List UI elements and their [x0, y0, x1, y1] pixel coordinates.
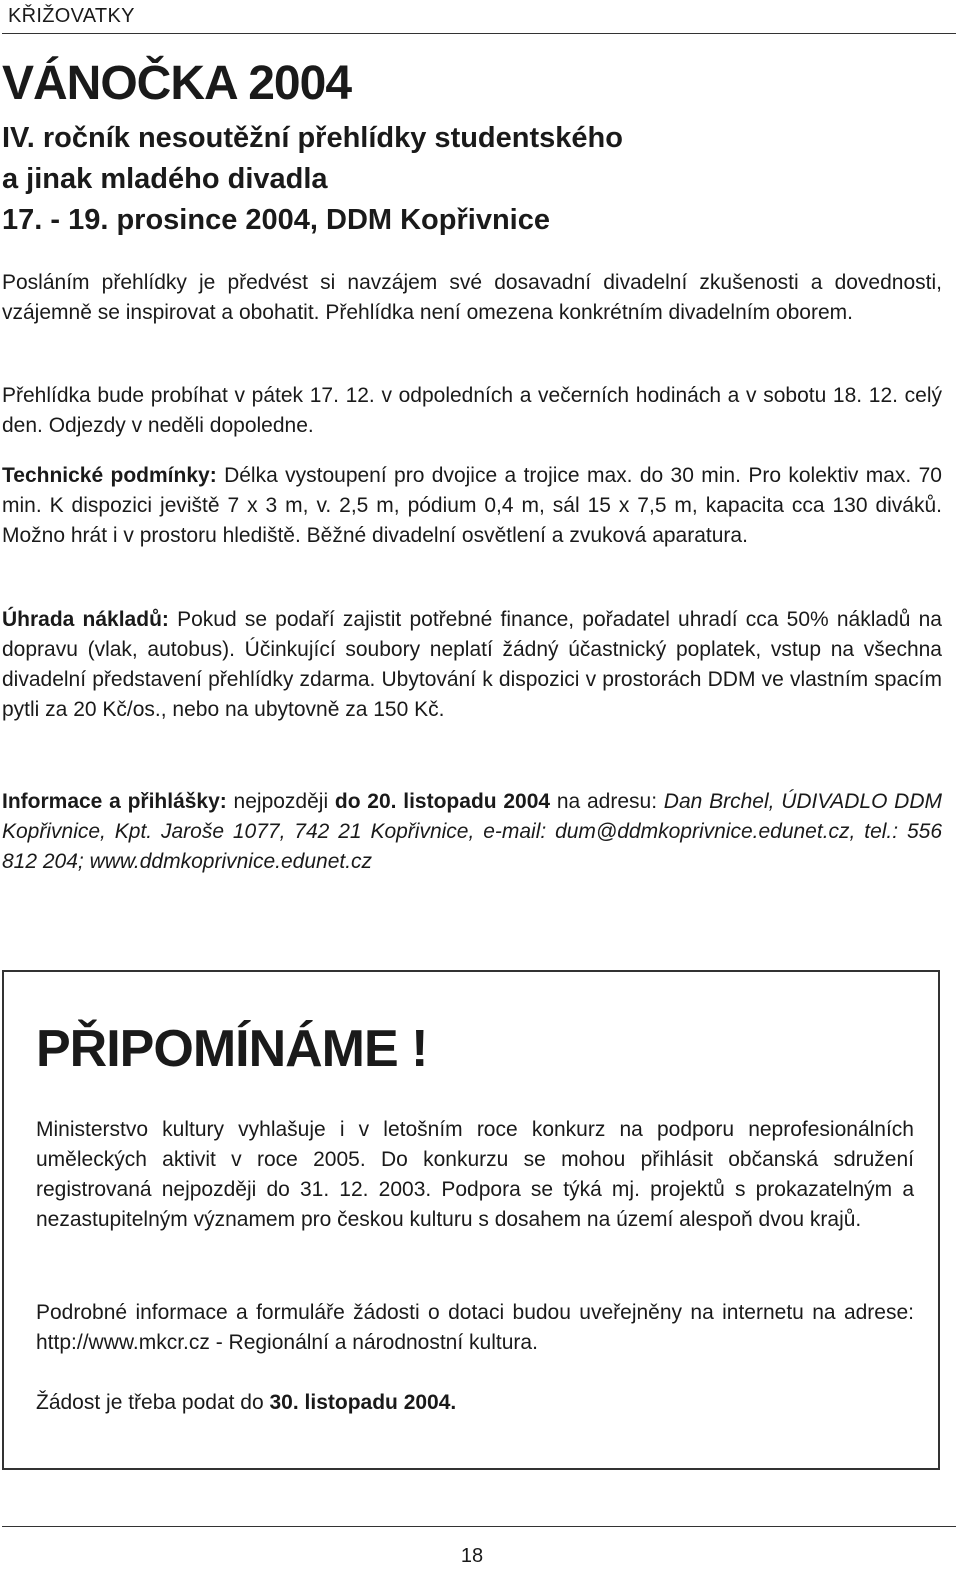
- info-paragraph: [2, 787, 942, 877]
- reminder-paragraph: Ministerstvo kultury vyhlašuje i v letošním roce konkurz na podporu neprofesionálních uměleckých aktivit v roce 2005. Do konkurzu se mohou přihlásit občanská sdružení registrovaná nejpozději do 31. 12. 2003. Podpora se týká mj. projektů s prokazatelným a nezastupitelným významem pro českou kulturu s dosahem na území alespoň dvou krajů.: [36, 1118, 914, 1231]
- subtitle-line: IV. ročník nesoutěžní přehlídky studentského: [2, 122, 623, 154]
- subtitle-line: 17. - 19. prosince 2004, DDM Kopřivnice: [2, 204, 550, 236]
- technical-label: Technické podmínky:: [2, 464, 217, 487]
- info-label: Informace a přihlášky:: [2, 790, 227, 813]
- info-deadline: do 20. listopadu 2004: [334, 790, 551, 813]
- top-divider: [2, 33, 956, 34]
- reminder-title: PŘIPOMÍNÁME !: [36, 1020, 428, 1078]
- technical-paragraph: [2, 461, 942, 551]
- bottom-divider: [2, 1526, 956, 1527]
- info-text: na adresu:: [550, 790, 664, 813]
- subtitle-line: a jinak mladého divadla: [2, 163, 328, 195]
- costs-paragraph: [2, 605, 942, 725]
- event-subtitle: [2, 118, 942, 241]
- technical-text: Délka vystoupení pro dvojice a trojice max. do 30 min. Pro kolektiv max. 70 min. K dispozici jeviště 7 x 3 m, v. 2,5 m, pódium 0,4 m, sál 15 x 7,5 m, kapacita cca 130 diváků. Možno hrát i v prostoru hlediště. Běžné divadelní osvětlení a zvuková aparatura.: [2, 464, 942, 547]
- reminder-deadline-paragraph: [36, 1388, 914, 1418]
- costs-label: Úhrada nákladů:: [2, 608, 169, 631]
- info-address: Dan Brchel, ÚDIVADLO DDM Kopřivnice, Kpt. Jaroše 1077, 742 21 Kopřivnice, e-mail: dum@ddmkoprivnice.edunet.cz, tel.: 556 812 204; www.ddmkoprivnice.edunet.cz: [2, 790, 942, 873]
- mission-paragraph: Posláním přehlídky je předvést si navzájem své dosavadní divadelní zkušenosti a dovednosti, vzájemně se inspirovat a obohatit. Přehlídka není omezena konkrétním divadelním oborem.: [2, 271, 942, 324]
- info-text: nejpozději: [226, 790, 335, 813]
- reminder-deadline: 30. listopadu 2004.: [269, 1391, 457, 1414]
- section-label: KŘIŽOVATKY: [8, 5, 135, 27]
- schedule-paragraph: Přehlídka bude probíhat v pátek 17. 12. v odpoledních a večerních hodinách a v sobotu 18. 12. celý den. Odjezdy v neděli dopoledne.: [2, 384, 942, 437]
- event-title: VÁNOČKA 2004: [2, 57, 352, 110]
- reminder-paragraph: Podrobné informace a formuláře žádosti o dotaci budou uveřejněny na internetu na adrese: http://www.mkcr.cz - Regionální a národnostní kultura.: [36, 1301, 914, 1354]
- page-number: 18: [460, 1545, 484, 1567]
- costs-text: Pokud se podaří zajistit potřebné finance, pořadatel uhradí cca 50% nákladů na dopravu (vlak, autobus). Účinkující soubory neplatí žádný účastnický poplatek, vstup na všechna divadelní představení přehlídky zdarma. Ubytování k dispozici v prostorách DDM ve vlastním spacím pytli za 20 Kč/os., nebo na ubytovně za 150 Kč.: [2, 608, 942, 721]
- reminder-deadline-text: Žádost je třeba podat do: [36, 1391, 270, 1414]
- reminder-box: [2, 970, 940, 1470]
